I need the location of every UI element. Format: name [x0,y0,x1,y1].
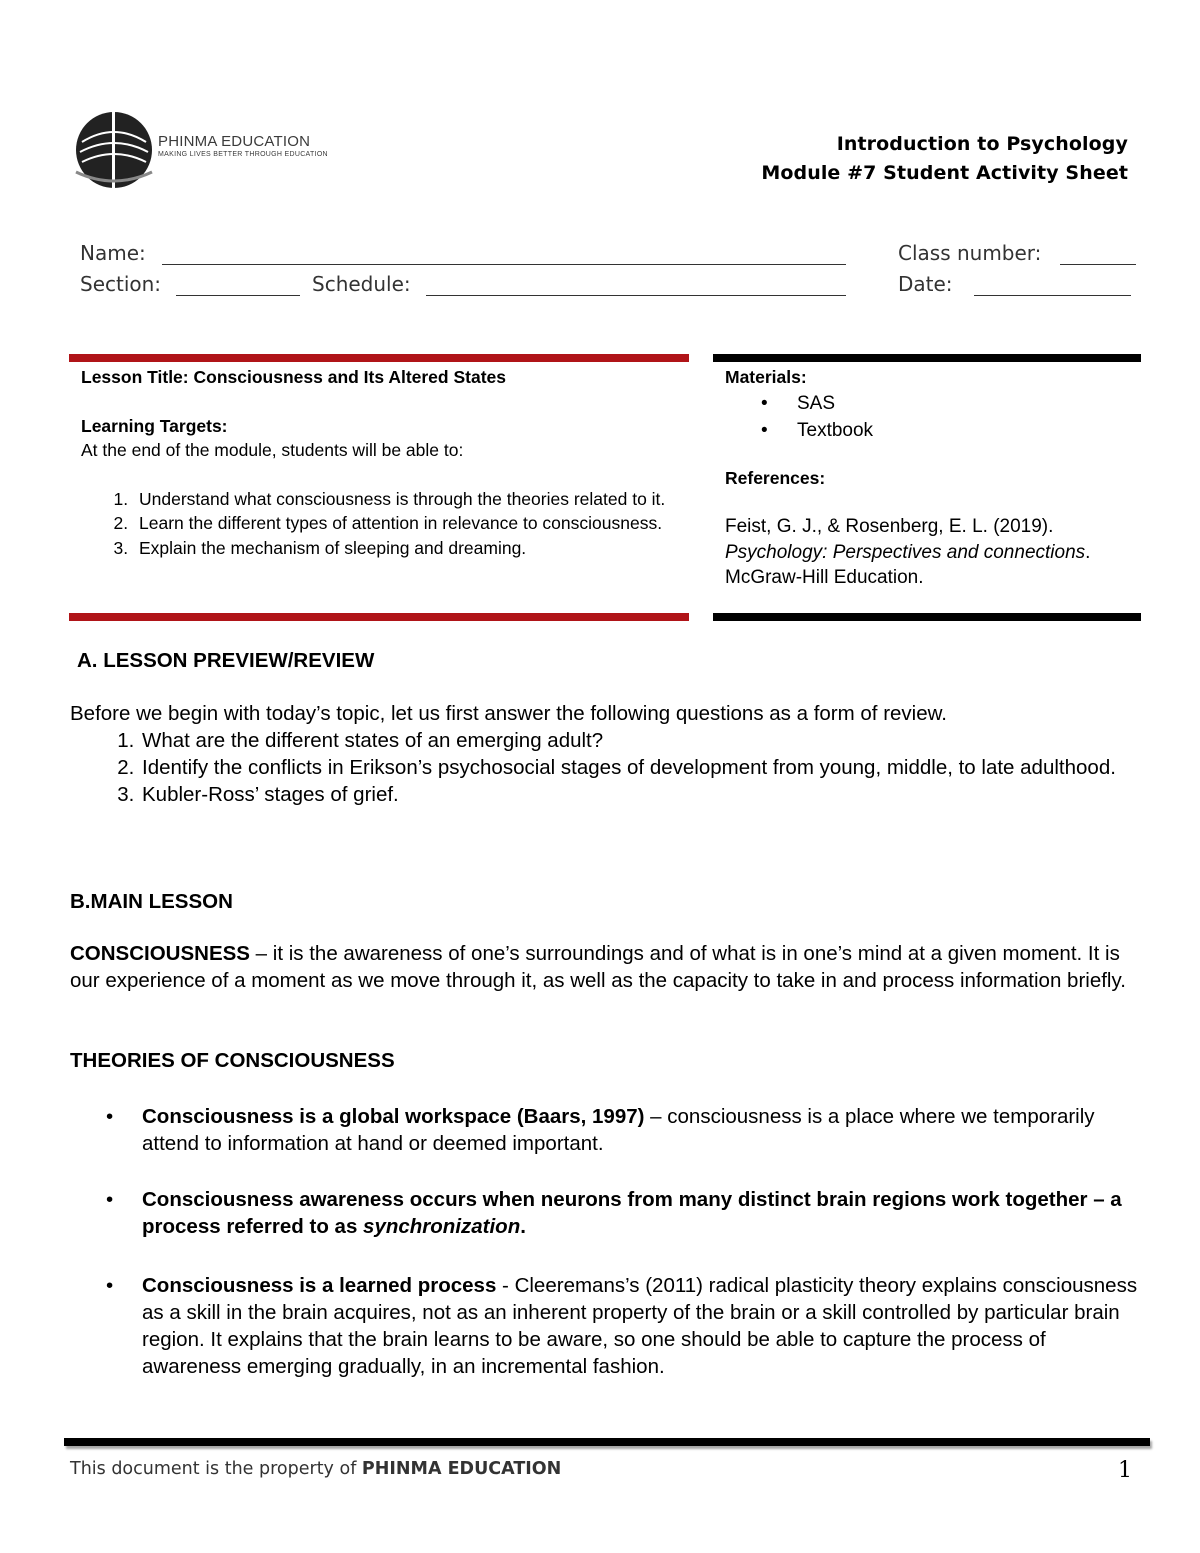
lesson-box-top-bar [69,354,689,362]
section-label: Section: [80,272,162,296]
section-a-intro: Before we begin with today’s topic, let us first answer the following questions as a form of review. [70,702,948,725]
list-item: • SAS [797,390,1135,417]
list-item: 3. Explain the mechanism of sleeping and dreaming. [133,536,681,561]
section-b-heading: B.MAIN LESSON [70,890,233,913]
page-number: 1 [1118,1458,1132,1483]
theory-item-2: • Consciousness awareness occurs when neurons from many distinct brain regions work together – a process referred to as synchronization. [106,1188,1122,1238]
logo-brand: PHINMA EDUCATION [158,133,311,150]
materials-box-top-bar [713,354,1141,362]
lesson-title: Lesson Title: Consciousness and Its Altered States [81,367,506,387]
references-heading: References: [725,467,826,488]
footer-property: This document is the property of PHINMA EDUCATION [70,1459,562,1479]
name-field[interactable] [162,264,846,265]
bullet-icon: • [106,1188,114,1211]
schedule-label: Schedule: [312,272,411,296]
learning-targets-heading: Learning Targets: [81,415,228,436]
section-a-content [70,700,1140,808]
materials-heading: Materials: [725,367,807,387]
course-subtitle: Module #7 Student Activity Sheet [761,162,1128,184]
theory-item-1: • Consciousness is a global workspace (Baars, 1997) – consciousness is a place where we temporarily attend to information at hand or deemed important. [106,1105,1095,1155]
class-number-field[interactable] [1060,264,1136,265]
lesson-info [81,365,681,560]
materials-box-bottom-bar [713,613,1141,621]
section-field[interactable] [176,295,300,296]
list-item: 3. Kubler-Ross’ stages of grief. [140,781,1140,808]
bullet-icon: • [106,1274,114,1297]
course-title: Introduction to Psychology [836,133,1128,155]
class-number-label: Class number: [898,241,1042,265]
learning-targets-list [61,487,681,561]
list-item: 1. Understand what consciousness is through the theories related to it. [133,487,681,512]
course-header [761,130,1128,188]
schedule-field[interactable] [426,295,846,296]
list-item: 2. Identify the conflicts in Erikson’s psychosocial stages of development from young, middle, to late adulthood. [140,754,1140,781]
name-label: Name: [80,241,146,265]
lesson-box-bottom-bar [69,613,689,621]
section-a-heading: A. LESSON PREVIEW/REVIEW [77,649,375,672]
date-label: Date: [898,272,953,296]
reference-entry: Feist, G. J., & Rosenberg, E. L. (2019). Psychology: Perspectives and connections. McGraw-Hill Education. [725,516,1091,588]
theories-heading: THEORIES OF CONSCIOUSNESS [70,1049,395,1072]
date-field[interactable] [974,295,1131,296]
list-item: • Textbook [797,417,1135,444]
list-item: 1. What are the different states of an emerging adult? [140,727,1140,754]
theory-item-3: • Consciousness is a learned process - Cleeremans’s (2011) radical plasticity theory explains consciousness as a skill in the brain acquires, not as an inherent property of the brain or a skill controlled by particular brain region. It explains that the brain learns to be aware, so one should be able to capture the process of awareness emerging gradually, in an incremental fashion. [106,1274,1138,1378]
footer-bar [64,1438,1150,1446]
consciousness-definition: CONSCIOUSNESS – it is the awareness of one’s surroundings and of what is in one’s mind at a given moment. It is our experience of a moment as we move through it, as well as the capacity to take in and process information briefly. [70,942,1126,992]
bullet-icon: • [106,1105,114,1128]
logo-text [158,133,328,158]
list-item: 2. Learn the different types of attention in relevance to consciousness. [133,511,681,536]
review-questions [70,727,1140,808]
materials-info [725,365,1135,591]
learning-targets-intro: At the end of the module, students will be able to: [81,440,464,460]
materials-list [725,390,1135,444]
logo-tagline: MAKING LIVES BETTER THROUGH EDUCATION [158,151,328,158]
